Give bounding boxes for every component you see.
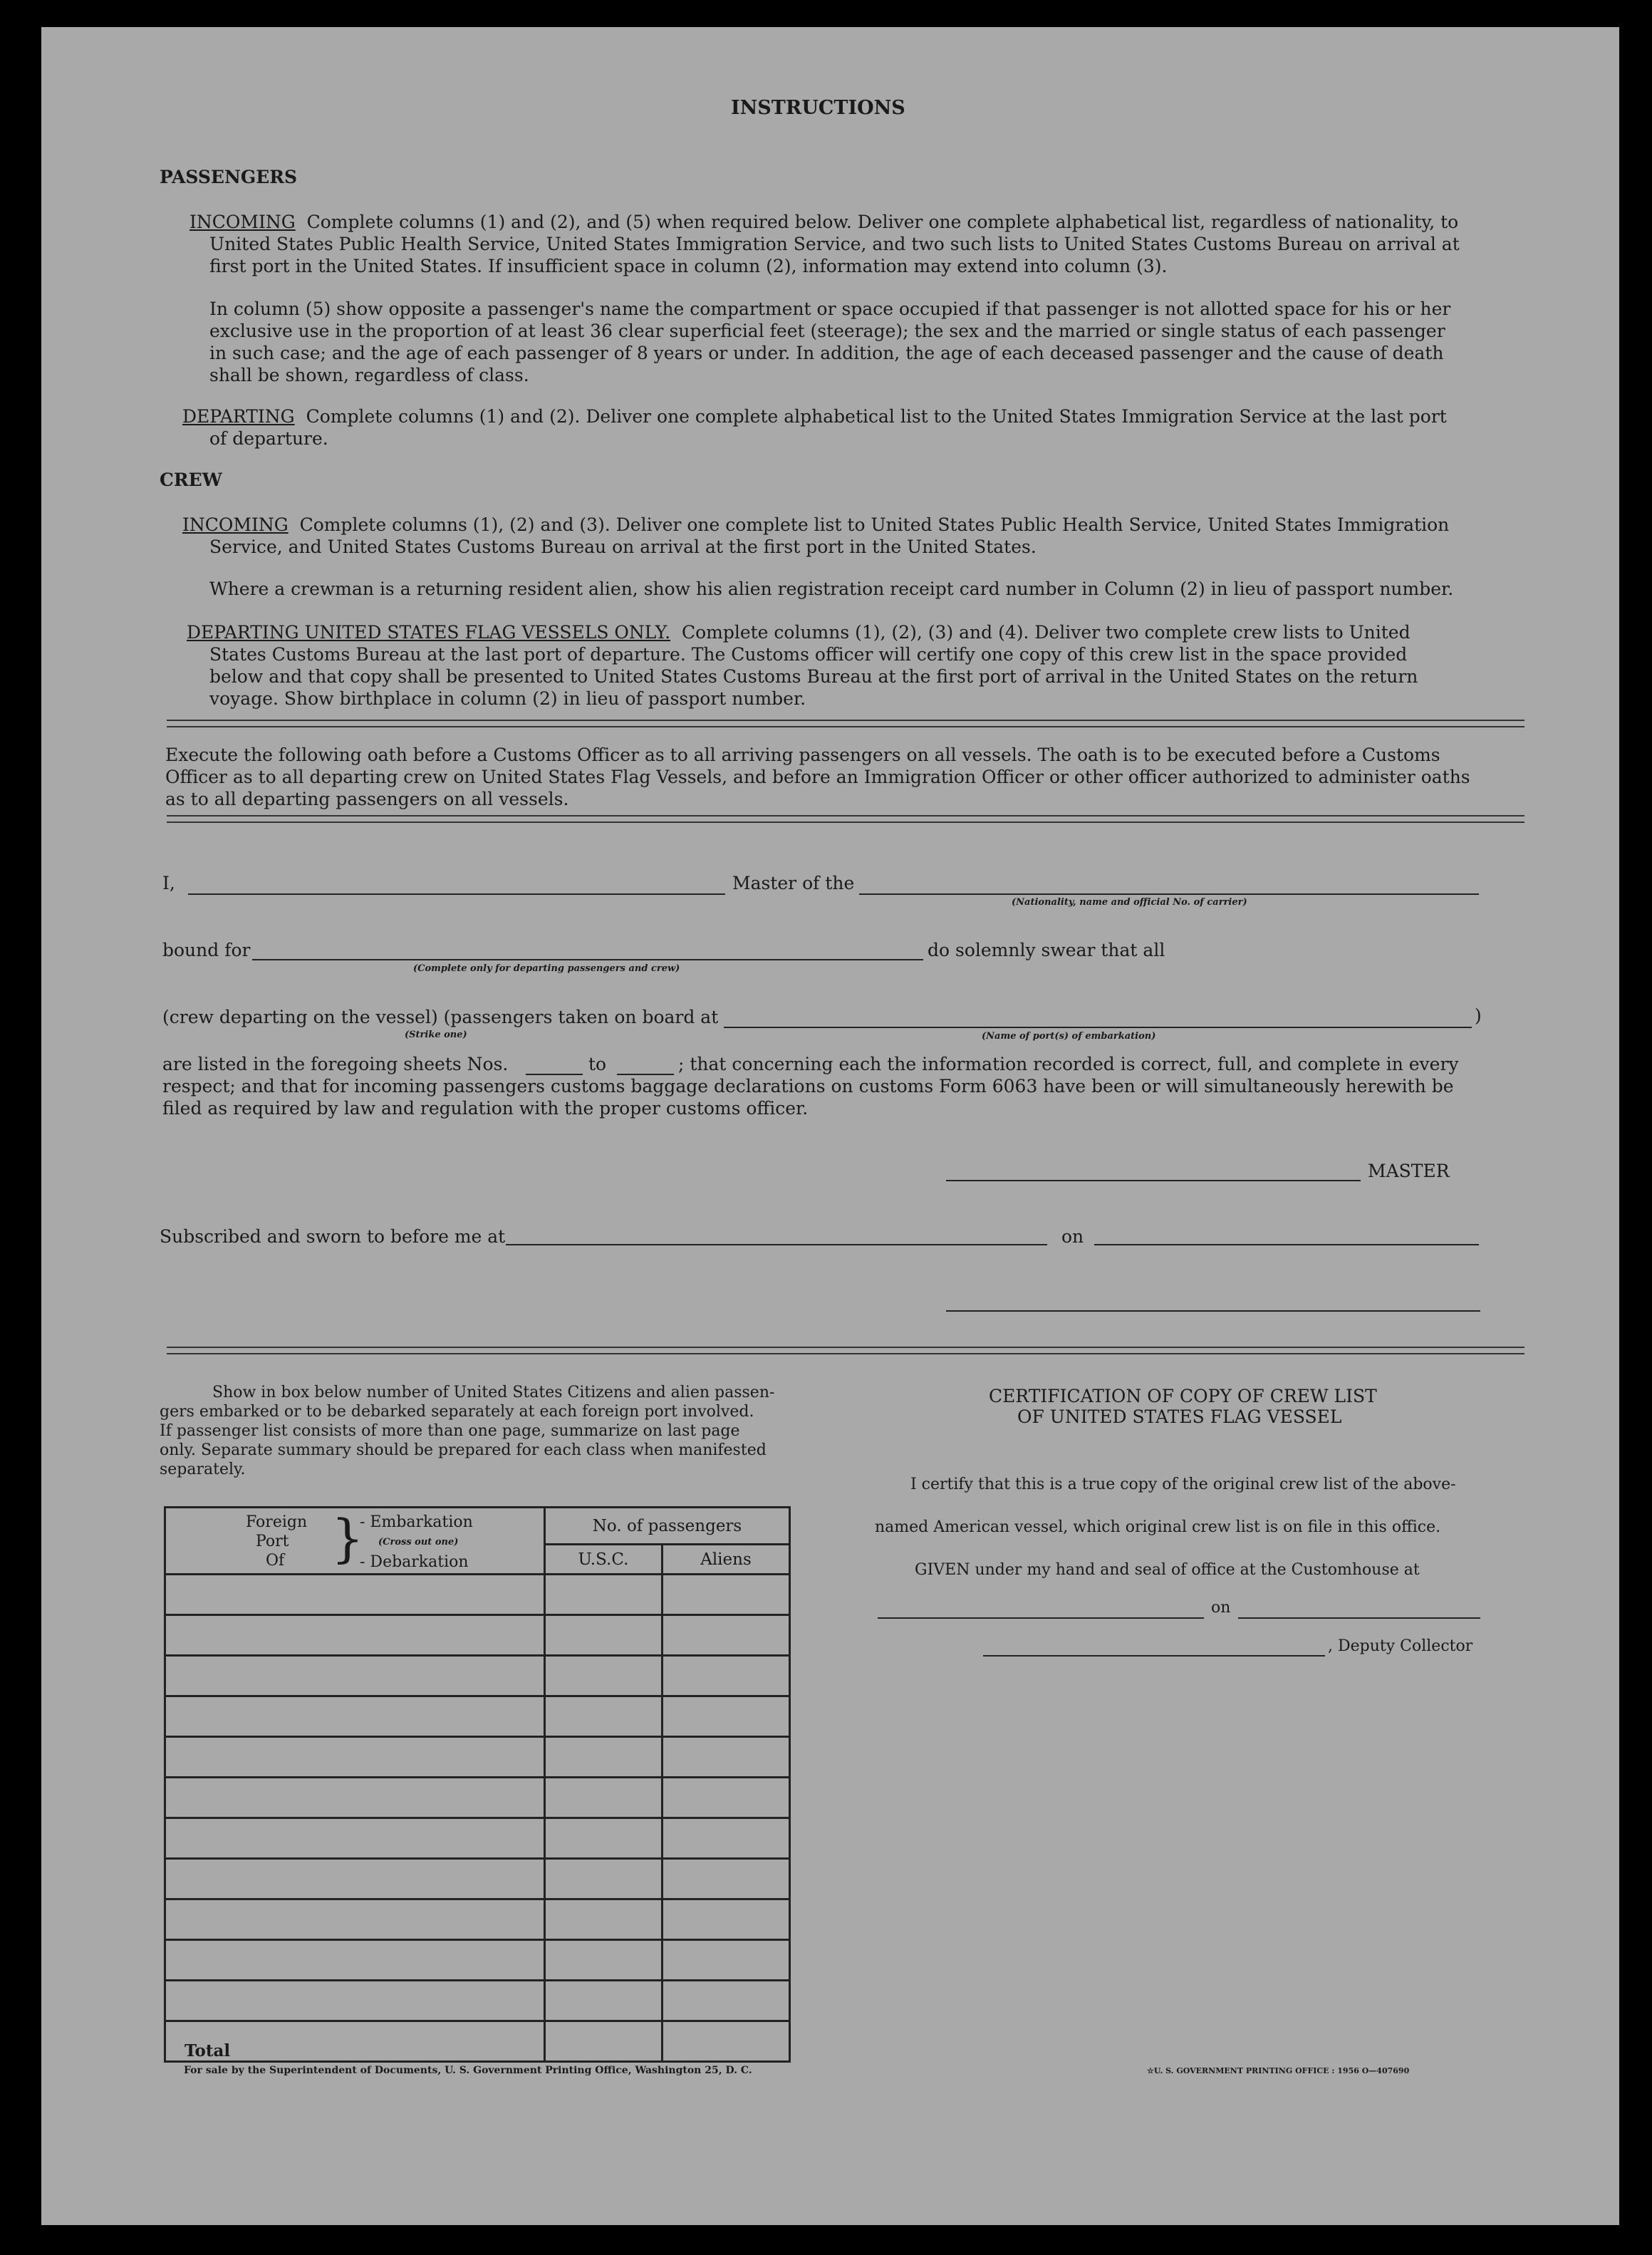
aliens-cell[interactable] bbox=[663, 1899, 790, 1940]
port-note: (Name of port(s) of embarkation) bbox=[982, 1031, 1156, 1042]
embarkation-label: - Embarkation bbox=[360, 1513, 473, 1531]
port-cell[interactable] bbox=[165, 1981, 545, 2021]
summary-line-2: gers embarked or to be debarked separately at each foreign port involved. bbox=[160, 1403, 754, 1421]
total-row bbox=[165, 2021, 790, 2062]
port-cell[interactable] bbox=[165, 1696, 545, 1737]
bound-for-field[interactable] bbox=[252, 959, 923, 960]
section-divider bbox=[167, 815, 1524, 823]
column5-line-2: exclusive use in the proportion of at least 36 clear superficial feet (steerage); the sex and the married or single status of each passenger bbox=[209, 321, 1445, 341]
port-cell[interactable] bbox=[165, 1899, 545, 1940]
port-cell[interactable] bbox=[165, 1818, 545, 1859]
sworn-on-label: on bbox=[1061, 1226, 1084, 1247]
port-cell[interactable] bbox=[165, 1940, 545, 1981]
master-signature-field[interactable] bbox=[946, 1180, 1361, 1181]
table-row bbox=[165, 1656, 790, 1696]
crew-departing-us-line-2: States Customs Bureau at the last port of departure. The Customs officer will certify one copy of this crew list in the space provided bbox=[209, 644, 1408, 665]
crew-heading: CREW bbox=[160, 470, 222, 490]
port-cell[interactable] bbox=[165, 1778, 545, 1818]
certification-line-1: I certify that this is a true copy of the original crew list of the above- bbox=[910, 1476, 1456, 1493]
brace-glyph: } bbox=[331, 1508, 364, 1568]
port-cell[interactable] bbox=[165, 1575, 545, 1615]
certification-on-label: on bbox=[1211, 1599, 1231, 1617]
port-cell[interactable] bbox=[165, 1615, 545, 1656]
certification-title-1: CERTIFICATION OF COPY OF CREW LIST bbox=[989, 1386, 1377, 1406]
usc-cell[interactable] bbox=[545, 1656, 663, 1696]
oath-intro-line-3: as to all departing passengers on all vessels. bbox=[165, 789, 569, 809]
passengers-departing-line-1: DEPARTING Complete columns (1) and (2). Deliver one complete alphabetical list to the United States Immigration Service at the last port bbox=[182, 406, 1447, 427]
aliens-cell[interactable] bbox=[663, 1656, 790, 1696]
passengers-heading: PASSENGERS bbox=[160, 167, 298, 187]
page-title: INSTRUCTIONS bbox=[731, 97, 905, 119]
usc-cell[interactable] bbox=[545, 1737, 663, 1778]
embarkation-port-field[interactable] bbox=[724, 1027, 1472, 1028]
section-divider bbox=[167, 1347, 1524, 1354]
total-label: Total bbox=[185, 2041, 231, 2060]
passengers-departing-line-2: of departure. bbox=[209, 428, 328, 449]
usc-cell[interactable] bbox=[545, 1981, 663, 2021]
deputy-collector-label: , Deputy Collector bbox=[1328, 1637, 1473, 1655]
crew-departing-us-label: DEPARTING UNITED STATES FLAG VESSELS ONLY. bbox=[187, 622, 671, 643]
listed-label: are listed in the foregoing sheets Nos. bbox=[162, 1054, 509, 1074]
usc-cell[interactable] bbox=[545, 1778, 663, 1818]
port-label: Port bbox=[256, 1533, 289, 1550]
footer-gpo-note: ☆U. S. GOVERNMENT PRINTING OFFICE : 1956 O—407690 bbox=[1147, 2066, 1410, 2075]
debarkation-label: - Debarkation bbox=[360, 1553, 469, 1571]
usc-cell[interactable] bbox=[545, 1859, 663, 1899]
bound-for-label: bound for bbox=[162, 940, 251, 960]
crew-departing-us-line-3: below and that copy shall be presented to United States Customs Bureau at the first port of arrival in the United States on the return bbox=[209, 666, 1418, 687]
oath-intro-line-2: Officer as to all departing crew on United States Flag Vessels, and before an Immigration Officer or other officer authorized to administer oaths bbox=[165, 767, 1470, 787]
certification-line-2: named American vessel, which original crew list is on file in this office. bbox=[875, 1518, 1441, 1536]
column5-line-3: in such case; and the age of each passenger of 8 years or under. In addition, the age of each deceased passenger and the cause of death bbox=[209, 343, 1444, 363]
customhouse-field[interactable] bbox=[878, 1617, 1204, 1619]
foreign-label: Foreign bbox=[246, 1513, 308, 1531]
sworn-date-field[interactable] bbox=[1094, 1244, 1479, 1245]
foreign-port-header bbox=[165, 1508, 545, 1575]
strike-one-note: (Strike one) bbox=[405, 1030, 467, 1040]
table-row bbox=[165, 1737, 790, 1778]
port-cell[interactable] bbox=[165, 1656, 545, 1696]
usc-cell[interactable] bbox=[545, 1899, 663, 1940]
subscribed-label: Subscribed and sworn to before me at bbox=[160, 1226, 506, 1247]
usc-cell[interactable] bbox=[545, 1940, 663, 1981]
filed-line: filed as required by law and regulation with the proper customs officer. bbox=[162, 1098, 809, 1119]
deputy-signature-field[interactable] bbox=[983, 1655, 1325, 1657]
crew-incoming-line-1: INCOMING Complete columns (1), (2) and (3). Deliver one complete list to United States Public Health Service, United States Immigration bbox=[182, 514, 1450, 535]
oath-i-label: I, bbox=[162, 873, 175, 893]
table-row bbox=[165, 1899, 790, 1940]
aliens-cell[interactable] bbox=[663, 1575, 790, 1615]
swear-label: do solemnly swear that all bbox=[928, 940, 1165, 960]
crew-returning-line: Where a crewman is a returning resident alien, show his alien registration receipt card number in Column (2) in lieu of passport number. bbox=[209, 579, 1454, 599]
close-paren: ) bbox=[1475, 1005, 1482, 1026]
passengers-incoming-line-3: first port in the United States. If insufficient space in column (2), information may extend into column (3). bbox=[209, 256, 1168, 276]
listed-rest: ; that concerning each the information recorded is correct, full, and complete in every bbox=[678, 1054, 1459, 1074]
certification-line-3: GIVEN under my hand and seal of office at the Customhouse at bbox=[915, 1561, 1420, 1579]
crew-incoming-label: INCOMING bbox=[182, 514, 289, 535]
passengers-incoming-line-1: INCOMING Complete columns (1) and (2), and (5) when required below. Deliver one complete alphabetical list, regardless of nationality, to bbox=[189, 212, 1459, 232]
footer-sale-note: For sale by the Superintendent of Documents, U. S. Government Printing Office, Washington 25, D. C. bbox=[184, 2065, 752, 2076]
no-passengers-header: No. of passengers bbox=[545, 1508, 790, 1545]
aliens-cell[interactable] bbox=[663, 1859, 790, 1899]
aliens-cell[interactable] bbox=[663, 1818, 790, 1859]
usc-cell[interactable] bbox=[545, 1696, 663, 1737]
aliens-header: Aliens bbox=[663, 1545, 790, 1575]
usc-cell[interactable] bbox=[545, 1818, 663, 1859]
nationality-note: (Nationality, name and official No. of carrier) bbox=[1012, 897, 1247, 908]
aliens-cell[interactable] bbox=[663, 1778, 790, 1818]
oath-intro-line-1: Execute the following oath before a Customs Officer as to all arriving passengers on all vessels. The oath is to be executed before a Customs bbox=[165, 745, 1440, 765]
table-row bbox=[165, 1818, 790, 1859]
certification-title-2: OF UNITED STATES FLAG VESSEL bbox=[1017, 1406, 1342, 1427]
respect-line: respect; and that for incoming passengers customs baggage declarations on customs Form 6063 have been or will simultaneously herewith be bbox=[162, 1076, 1454, 1097]
sworn-place-field[interactable] bbox=[506, 1244, 1047, 1245]
certification-date-field[interactable] bbox=[1238, 1617, 1480, 1619]
crew-departing-us-line-1: DEPARTING UNITED STATES FLAG VESSELS ONLY. Complete columns (1), (2), (3) and (4). Deliver two complete crew lists to United bbox=[187, 622, 1411, 643]
aliens-total-cell[interactable] bbox=[663, 2021, 790, 2062]
aliens-cell[interactable] bbox=[663, 1940, 790, 1981]
summary-line-4: only. Separate summary should be prepared for each class when manifested bbox=[160, 1441, 767, 1459]
master-name-field[interactable] bbox=[188, 893, 725, 895]
table-row bbox=[165, 1981, 790, 2021]
aliens-cell[interactable] bbox=[663, 1981, 790, 2021]
table-row bbox=[165, 1575, 790, 1615]
column5-line-4: shall be shown, regardless of class. bbox=[209, 365, 529, 385]
port-cell[interactable] bbox=[165, 1859, 545, 1899]
table-row bbox=[165, 1696, 790, 1737]
aliens-cell[interactable] bbox=[663, 1737, 790, 1778]
usc-total-cell[interactable] bbox=[545, 2021, 663, 2062]
passenger-summary-table bbox=[164, 1506, 791, 2063]
listed-to-label: to bbox=[588, 1054, 607, 1074]
table-row bbox=[165, 1778, 790, 1818]
table-row bbox=[165, 1615, 790, 1656]
aliens-cell[interactable] bbox=[663, 1696, 790, 1737]
section-divider bbox=[167, 720, 1524, 727]
complete-only-note: (Complete only for departing passengers and crew) bbox=[413, 963, 680, 974]
passengers-departing-label: DEPARTING bbox=[182, 406, 295, 427]
cross-out-note: (Cross out one) bbox=[378, 1537, 459, 1548]
master-of-the-label: Master of the bbox=[732, 873, 855, 893]
total-label-cell bbox=[165, 2021, 545, 2062]
form-page bbox=[41, 27, 1619, 2225]
summary-line-5: separately. bbox=[160, 1461, 246, 1478]
usc-header: U.S.C. bbox=[545, 1545, 663, 1575]
crew-departing-us-line-4: voyage. Show birthplace in column (2) in lieu of passport number. bbox=[209, 688, 806, 709]
carrier-field[interactable] bbox=[859, 893, 1479, 895]
passengers-incoming-label: INCOMING bbox=[189, 212, 296, 232]
passengers-incoming-line-2: United States Public Health Service, United States Immigration Service, and two such lists to United States Customs Bureau on arrival at bbox=[209, 234, 1460, 254]
summary-line-1: Show in box below number of United States Citizens and alien passen- bbox=[212, 1384, 775, 1401]
crew-passengers-label: (crew departing on the vessel) (passengers taken on board at bbox=[162, 1007, 719, 1027]
officer-signature-field[interactable] bbox=[946, 1310, 1480, 1312]
table-row bbox=[165, 1859, 790, 1899]
crew-incoming-line-2: Service, and United States Customs Bureau on arrival at the first port in the United States. bbox=[209, 536, 1037, 557]
usc-cell[interactable] bbox=[545, 1575, 663, 1615]
port-cell[interactable] bbox=[165, 1737, 545, 1778]
master-label: MASTER bbox=[1368, 1161, 1450, 1181]
of-label: Of bbox=[266, 1552, 285, 1570]
usc-cell[interactable] bbox=[545, 1615, 663, 1656]
aliens-cell[interactable] bbox=[663, 1615, 790, 1656]
table-row bbox=[165, 1940, 790, 1981]
summary-line-3: If passenger list consists of more than one page, summarize on last page bbox=[160, 1422, 740, 1440]
column5-line-1: In column (5) show opposite a passenger's name the compartment or space occupied if that passenger is not allotted space for his or her bbox=[209, 299, 1451, 319]
